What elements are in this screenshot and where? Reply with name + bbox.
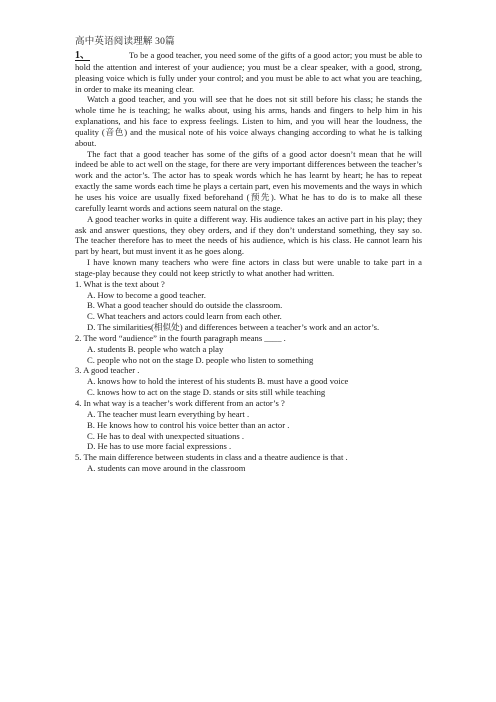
passage-paragraph-5: I have known many teachers who were fine actors in class but were unable to take part in a stage-play because they could not keep strictly to what another had written.	[75, 257, 422, 278]
passage-paragraph-1	[75, 50, 422, 94]
question-3-options-cd: C. knows how to act on the stage D. stands or sits still while teaching	[87, 387, 326, 398]
question-4-option-a: A. The teacher must learn everything by heart .	[87, 408, 250, 419]
question-2-options-ab: A. students B. people who watch a play	[87, 343, 224, 354]
question-3-options-ab: A. knows how to hold the interest of his students B. must have a good voice	[87, 376, 349, 387]
passage-paragraph-3: The fact that a good teacher has some of the gifts of a good actor doesn’t mean that he will indeed be able to act well on the stage, for there are very important differences between the teacher’s work and the actor’s. The actor has to speak words which he has learnt by heart; he has to repeat exactly the same words each time he plays a certain part, even his movements and the ways in which he uses his voice are usually fixed beforehand (预先). What he has to do is to make all these carefully learnt words and actions seem natural on the stage.	[75, 148, 422, 213]
question-4-option-c: C. He has to deal with unexpected situations .	[87, 430, 245, 441]
passage-paragraph-2: Watch a good teacher, and you will see that he does not sit still before his class; he stands the whole time he is teaching; he walks about, using his arms, hands and fingers to help him in his explanations, and his face to express feelings. Listen to him, and you will hear the loudness, the quality (音色) and the musical note of his voice always changing according to what he is talking about.	[75, 94, 422, 148]
question-2-stem: 2. The word “audience” in the fourth paragraph means ____ .	[75, 332, 286, 343]
question-1-option-b: B. What a good teacher should do outside the classroom.	[87, 300, 283, 311]
question-5-stem: 5. The main difference between students in class and a theatre audience is that .	[75, 452, 348, 463]
question-4-stem: 4. In what way is a teacher’s work different from an actor’s ?	[75, 398, 285, 408]
question-4-option-d: D. He has to use more facial expressions .	[87, 441, 232, 452]
question-1-option-c: C. What teachers and actors could learn from each other.	[87, 311, 282, 322]
question-2-options-cd: C. people who not on the stage D. people who listen to something	[87, 354, 314, 365]
question-1-stem: 1. What is the text about ?	[75, 278, 165, 289]
document-title: 高中英语阅读理解 30篇	[75, 37, 175, 47]
question-3-stem: 3. A good teacher .	[75, 365, 140, 376]
passage-paragraph-4: A good teacher works in quite a different way. His audience takes an active part in his play; they ask and answer questions, they obey orders, and if they don’t understand something, they say so. The teacher therefore has to meet the needs of his audience, which is his class. He cannot learn his part by heart, but must invent it as he goes along.	[75, 213, 422, 257]
document-body	[75, 50, 422, 474]
question-1-option-d: D. The similarities(相似处) and differences between a teacher’s work and an actor’s.	[87, 322, 380, 333]
paragraph-text: To be a good teacher, you need some of the gifts of a good actor; you must be able to hold the attention and interest of your audience; you must be a clear speaker, with a good, strong, pleasing voice which is fully under your control; and you must be able to act what you are teaching, in order to make its meaning clear.	[75, 50, 422, 94]
question-1-option-a: A. How to become a good teacher.	[87, 289, 206, 300]
question-5-option-a: A. students can move around in the classroom	[87, 463, 246, 474]
passage-number: 1、	[75, 50, 90, 61]
question-4-option-b: B. He knows how to control his voice better than an actor .	[87, 419, 290, 430]
